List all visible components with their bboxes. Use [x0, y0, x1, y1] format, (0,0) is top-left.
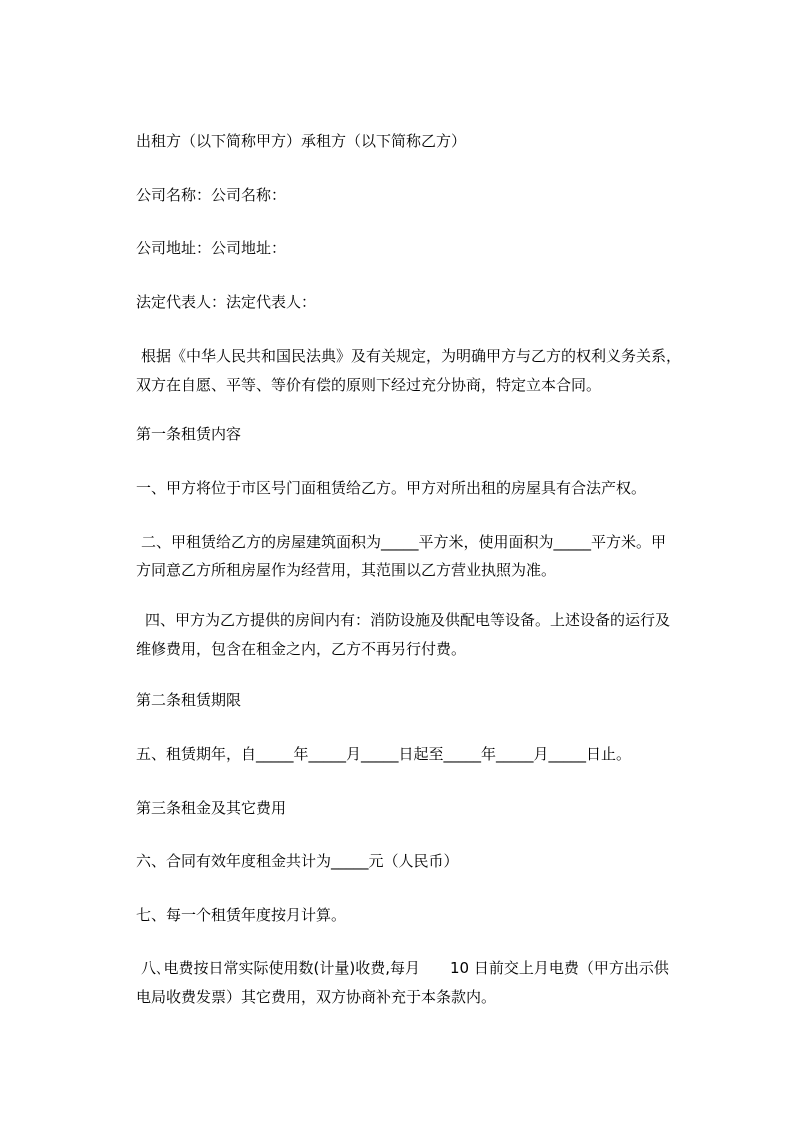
clause-6: 六、合同有效年度租金共计为_____元（人民币）	[136, 852, 459, 870]
clause-4-line-1: 四、甲方为乙方提供的房间内有：消防设施及供配电等设备。上述设备的运行及	[145, 611, 671, 629]
legal-representative-line: 法定代表人：法定代表人：	[136, 293, 317, 311]
article-1-title: 第一条租赁内容	[136, 425, 242, 443]
parties-line: 出租方（以下简称甲方）承租方（以下简称乙方）	[136, 132, 467, 150]
article-3-title: 第三条租金及其它费用	[136, 799, 287, 817]
clause-1: 一、甲方将位于市区号门面租赁给乙方。甲方对所出租的房屋具有合法产权。	[136, 479, 647, 497]
article-2-title: 第二条租赁期限	[136, 691, 242, 709]
company-name-line: 公司名称：公司名称：	[136, 186, 287, 204]
clause-2-line-1: 二、甲租赁给乙方的房屋建筑面积为_____平方米，使用面积为_____平方米。甲	[141, 533, 667, 551]
clause-5: 五、租赁期年，自_____年_____月_____日起至_____年_____月_____日止。	[136, 745, 632, 763]
preamble-line-1: 根据《中华人民共和国民法典》及有关规定，为明确甲方与乙方的权利义务关系，	[141, 347, 682, 365]
clause-8-line-1: 八､电费按日常实际使用数(计量)收费,每月 10 日前交上月电费（甲方出示供	[141, 959, 669, 977]
preamble-line-2: 双方在自愿、平等、等价有偿的原则下经过充分协商，特定立本合同。	[136, 376, 602, 394]
company-address-line: 公司地址：公司地址：	[136, 239, 287, 257]
clause-4-line-2: 维修费用，包含在租金之内，乙方不再另行付费。	[136, 640, 467, 658]
clause-8-line-2: 电局收费发票）其它费用，双方协商补充于本条款内。	[136, 988, 497, 1006]
clause-2-line-2: 方同意乙方所租房屋作为经营用，其范围以乙方营业执照为准。	[136, 561, 557, 579]
clause-7: 七、每一个租赁年度按月计算。	[136, 906, 347, 924]
